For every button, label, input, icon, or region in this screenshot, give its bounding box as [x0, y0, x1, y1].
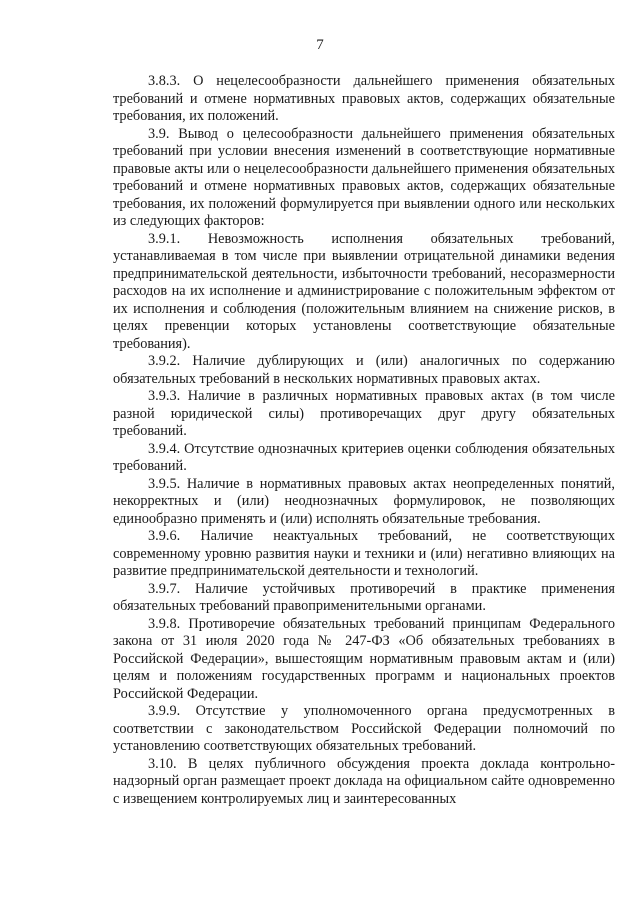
paragraph-3-9-2: 3.9.2. Наличие дублирующих и (или) аналогичных по содержанию обязательных требований в нескольких нормативных правовых актах.	[113, 353, 615, 387]
paragraph-3-10: 3.10. В целях публичного обсуждения проекта доклада контрольно-надзорный орган размещает проект доклада на официальном сайте одновременно с извещением контролируемых лиц и заинтересованных	[113, 755, 615, 807]
paragraph-3-9-3: 3.9.3. Наличие в различных нормативных правовых актах (в том числе разной юридической силы) противоречащих друг другу обязательных требований.	[113, 388, 615, 439]
paragraph-3-8-3: 3.8.3. О нецелесообразности дальнейшего применения обязательных требований и отмене нормативных правовых актов, содержащих обязательные требования, их положений.	[113, 73, 615, 124]
paragraph-3-9-7: 3.9.7. Наличие устойчивых противоречий в практике применения обязательных требований правоприменительными органами.	[113, 580, 615, 614]
paragraph-3-9-9: 3.9.9. Отсутствие у уполномоченного органа предусмотренных в соответствии с законодательством Российской Федерации полномочий по установлению соответствующих обязательных требований.	[113, 703, 615, 754]
document-body	[113, 73, 615, 808]
paragraph-3-9: 3.9. Вывод о целесообразности дальнейшего применения обязательных требований при условии внесения изменений в соответствующие нормативные правовые акты или о нецелесообразности дальнейшего применения обязательных требований и отмене нормативных правовых актов, содержащих обязательные требования, их положений формулируется при выявлении одного или нескольких из следующих факторов:	[113, 125, 615, 229]
paragraph-3-9-8: 3.9.8. Противоречие обязательных требований принципам Федерального закона от 31 июля 2020 года № 247-ФЗ «Об обязательных требованиях в Российской Федерации», вышестоящим нормативным правовым актам и (или) целям и положениям государственных программ и национальных проектов Российской Федерации.	[113, 615, 615, 702]
paragraph-3-9-5: 3.9.5. Наличие в нормативных правовых актах неопределенных понятий, некорректных и (или) неоднозначных формулировок, не позволяющих единообразно применять и (или) исполнять обязательные требования.	[113, 475, 615, 527]
page-number: 7	[316, 37, 324, 53]
paragraph-3-9-4: 3.9.4. Отсутствие однозначных критериев оценки соблюдения обязательных требований.	[113, 440, 615, 474]
paragraph-3-9-1: 3.9.1. Невозможность исполнения обязательных требований, устанавливаемая в том числе при выявлении отрицательной динамики ведения предпринимательской деятельности, избыточности требований, несоразмерности расходов на их исполнение и администрирование с положительным эффектом от их исполнения и соблюдения (положительным влиянием на снижение рисков, в целях превенции которых установлены соответствующие обязательные требования).	[113, 230, 615, 352]
paragraph-3-9-6: 3.9.6. Наличие неактуальных требований, не соответствующих современному уровню развития науки и техники и (или) негативно влияющих на развитие предпринимательской деятельности и технологий.	[113, 528, 615, 579]
